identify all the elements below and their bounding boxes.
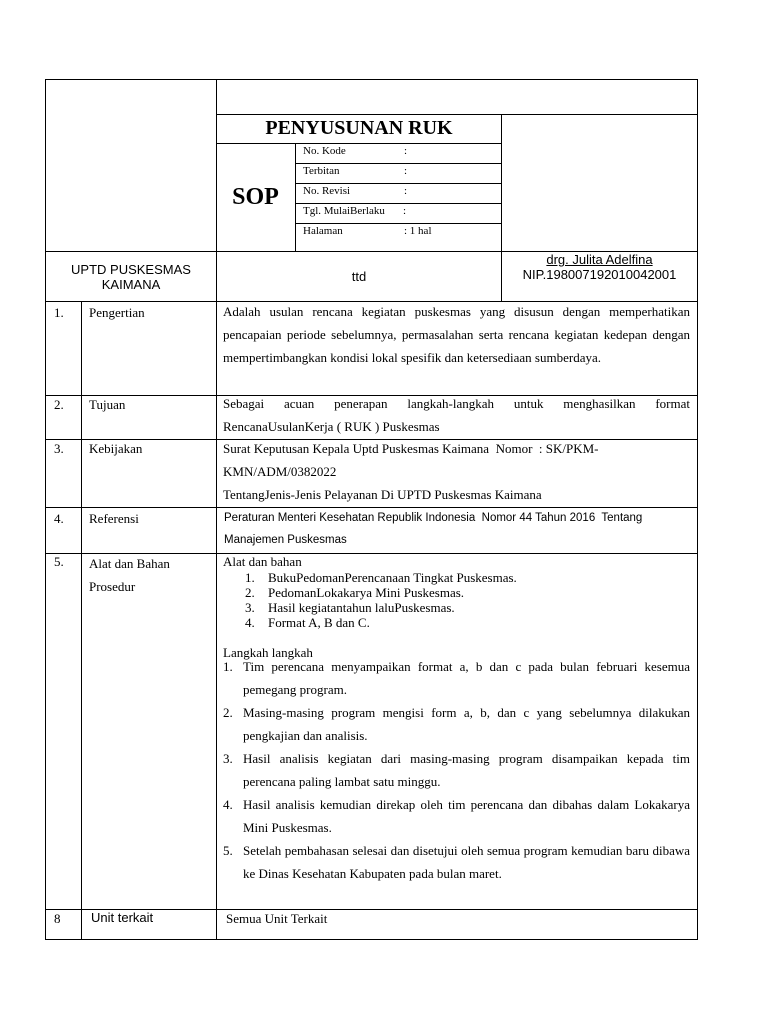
row-number: 2. xyxy=(54,397,64,412)
sop-divider xyxy=(295,143,296,251)
col-line-label xyxy=(216,301,217,940)
field-value-terbitan: : xyxy=(404,165,408,177)
signer-nip: NIP.198007192010042001 xyxy=(522,267,677,282)
row-number: 8 xyxy=(54,911,61,926)
list-item: 1. BukuPedomanPerencanaan Tingkat Puskesmas. xyxy=(245,570,517,585)
col-line-number xyxy=(81,301,82,940)
row-label-prosedur: Prosedur xyxy=(89,579,136,594)
row-label-unit-terkait: Unit terkait xyxy=(91,910,154,925)
kebijakan-line-1: Surat Keputusan Kepala Uptd Puskesmas Kaimana Nomor : SK/PKM- xyxy=(223,441,599,456)
sop-label: SOP xyxy=(232,183,279,210)
field-line-2 xyxy=(295,183,502,184)
field-value-no-revisi: : xyxy=(404,185,408,197)
list-item: 3. Hasil kegiatantahun laluPuskesmas. xyxy=(245,600,455,615)
signature-ttd: ttd xyxy=(351,269,367,284)
table-border-top xyxy=(45,79,698,80)
list-item: 5. Setelah pembahasan selesai dan disetujui oleh semua program kemudian baru dibawa ke Dinas Kesehatan Kabupaten pada bulan maret. xyxy=(223,843,690,881)
row-number: 5. xyxy=(54,554,64,569)
list-item: 4. Format A, B dan C. xyxy=(245,615,370,630)
list-item: 1. Tim perencana menyampaikan format a, b dan c pada bulan februari kesemua pemegang program. xyxy=(223,659,690,697)
list-item: 2. PedomanLokakarya Mini Puskesmas. xyxy=(245,585,465,600)
field-label-terbitan: Terbitan xyxy=(303,165,340,177)
row-text-referensi: Peraturan Menteri Kesehatan Republik Indonesia Nomor 44 Tahun 2016 Tentang Manajemen Puskesmas xyxy=(224,512,646,546)
signer-name: drg. Julita Adelfina xyxy=(546,252,653,267)
field-line-3 xyxy=(295,203,502,204)
row-label-kebijakan: Kebijakan xyxy=(89,441,143,456)
kebijakan-line-3: TentangJenis-Jenis Pelayanan Di UPTD Puskesmas Kaimana xyxy=(223,487,542,502)
signer-block xyxy=(502,252,697,282)
steps-list xyxy=(223,655,690,885)
row-label-pengertian: Pengertian xyxy=(89,305,145,320)
table-border-left xyxy=(45,79,46,940)
row-text-pengertian: Adalah usulan rencana kegiatan puskesmas yang disusun dengan memperhatikan pencapaian periode sebelumnya, permasalahan serta rencana kegiatan kedepan dengan mempertimbangkan kondisi lokal spesifik dan ketersediaan sumberdaya. xyxy=(223,304,690,365)
row-number: 4. xyxy=(54,511,64,526)
row-label-referensi: Referensi xyxy=(89,511,139,526)
row-label-alat-bahan: Alat dan Bahan xyxy=(89,556,170,571)
field-line-1 xyxy=(295,163,502,164)
field-value-halaman: : 1 hal xyxy=(404,225,432,237)
field-label-no-kode: No. Kode xyxy=(303,145,346,157)
row-number: 3. xyxy=(54,441,64,456)
list-item: 2. Masing-masing program mengisi form a, b, dan c yang sebelumnya dilakukan pengkajian dan analisis. xyxy=(223,705,690,743)
field-label-halaman: Halaman xyxy=(303,225,343,237)
row-number: 1. xyxy=(54,305,64,320)
row-text-unit-terkait: Semua Unit Terkait xyxy=(226,911,328,926)
field-value-no-kode: : xyxy=(404,145,408,157)
list-item: 3. Hasil analisis kegiatan dari masing-masing program disampaikan kepada tim perencana paling lambat satu minggu. xyxy=(223,751,690,789)
field-label-tgl-mulai: Tgl. MulaiBerlaku xyxy=(303,205,385,217)
row-label-alat-prosedur xyxy=(89,552,170,598)
tools-heading: Alat dan bahan xyxy=(223,554,302,569)
row-text-tujuan: Sebagai acuan penerapan langkah-langkah untuk menghasilkan format RencanaUsulanKerja ( RUK ) Puskesmas xyxy=(223,396,690,434)
list-item: 4. Hasil analisis kemudian direkap oleh tim perencana dan dibahas dalam Lokakarya Mini Puskesmas. xyxy=(223,797,690,835)
row-text-kebijakan xyxy=(223,437,690,506)
field-line-4 xyxy=(295,223,502,224)
table-border-bottom xyxy=(45,939,698,940)
field-value-tgl-mulai: : xyxy=(403,205,407,217)
document-title: PENYUSUNAN RUK xyxy=(265,117,453,139)
table-border-right xyxy=(697,79,698,940)
tools-list xyxy=(245,570,685,630)
steps-heading: Langkah langkah xyxy=(223,645,313,660)
institution-name: UPTD PUSKESMAS KAIMANA xyxy=(71,261,191,292)
row-label-tujuan: Tujuan xyxy=(89,397,126,412)
kebijakan-line-2: KMN/ADM/0382022 xyxy=(223,464,337,479)
field-label-no-revisi: No. Revisi xyxy=(303,185,351,197)
